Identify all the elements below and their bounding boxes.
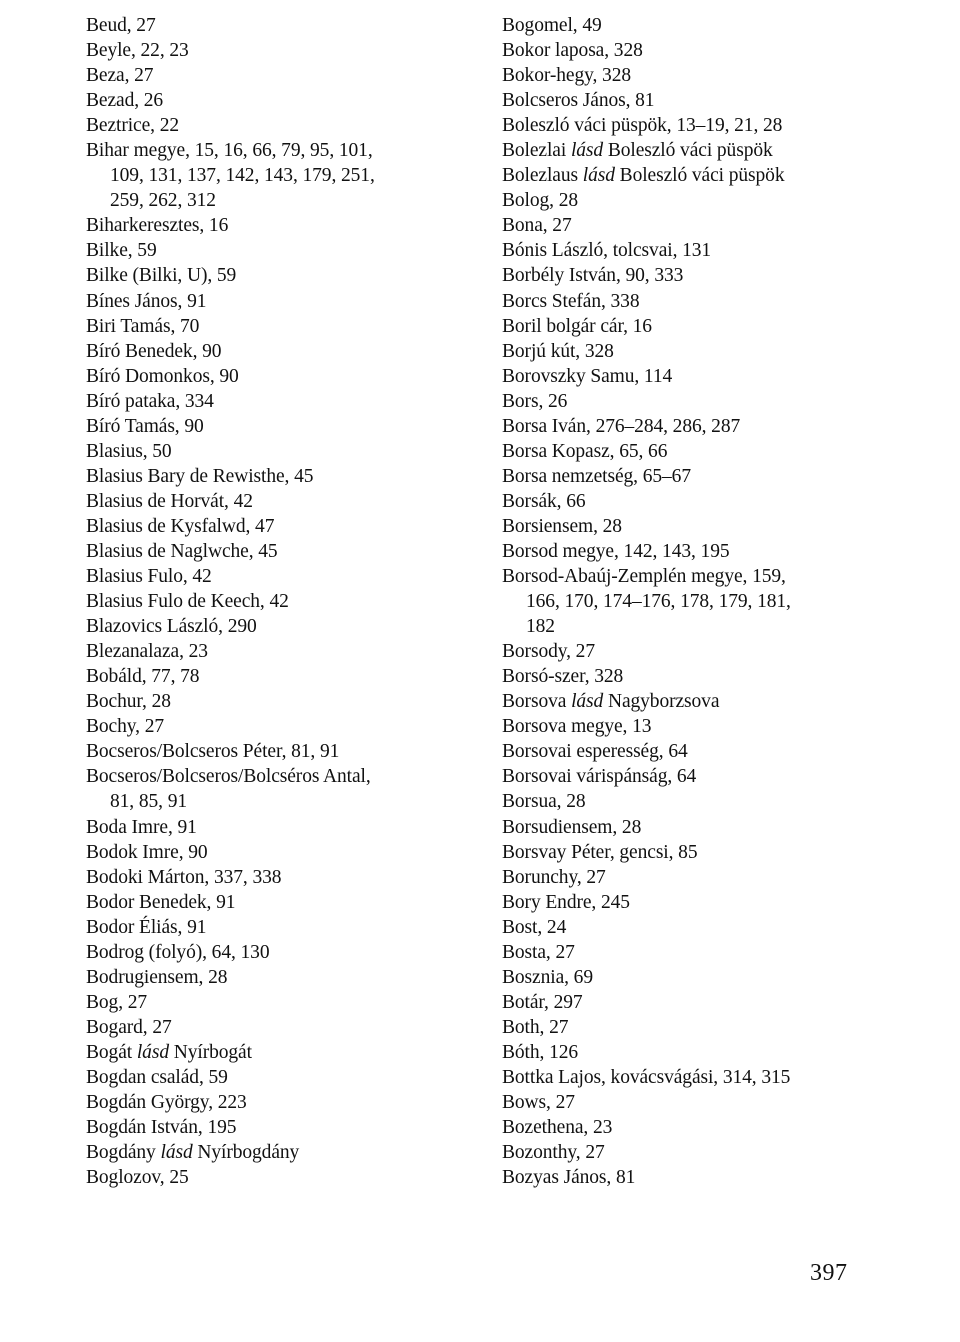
index-entry: Biri Tamás, 70 xyxy=(86,315,200,337)
index-entry xyxy=(502,163,942,188)
index-entry: Blasius de Horvát, 42 xyxy=(86,490,253,512)
index-entry: Borsova megye, 13 xyxy=(502,716,652,738)
index-entry: Boril bolgár cár, 16 xyxy=(502,315,652,337)
index-entry: Bezad, 26 xyxy=(86,90,164,112)
index-entry: Bory Endre, 245 xyxy=(502,891,630,913)
index-entry xyxy=(86,1140,486,1165)
index-entry: Borsod-Abaúj-Zemplén megye, 159, xyxy=(502,566,786,588)
index-entry: Bocseros/Bolcseros/Bolcséros Antal, xyxy=(86,766,371,788)
index-entry: Boda Imre, 91 xyxy=(86,816,197,838)
index-entry-continuation: 166, 170, 174–176, 178, 179, 181, xyxy=(526,591,791,613)
index-entry: Borsiensem, 28 xyxy=(502,515,622,537)
index-entry: Bolcseros János, 81 xyxy=(502,90,655,112)
index-entry: Bogomel, 49 xyxy=(502,15,602,36)
index-entry: Borsudiensem, 28 xyxy=(502,816,642,838)
index-entry: Blasius de Naglwche, 45 xyxy=(86,540,278,562)
index-entry: Bochur, 28 xyxy=(86,691,171,713)
index-entry: Borbély István, 90, 333 xyxy=(502,265,684,287)
entry-term: Borsova xyxy=(502,691,572,713)
index-entry: Bona, 27 xyxy=(502,215,572,237)
index-entry: Borovszky Samu, 114 xyxy=(502,365,673,387)
index-entry: Bost, 24 xyxy=(502,916,567,938)
index-entry: Borsó-szer, 328 xyxy=(502,666,624,688)
index-entry: Beza, 27 xyxy=(86,65,154,87)
index-entry: Boleszló váci püspök, 13–19, 21, 28 xyxy=(502,115,783,137)
index-entry: Borsod megye, 142, 143, 195 xyxy=(502,540,730,562)
index-entry: Bihar megye, 15, 16, 66, 79, 95, 101, xyxy=(86,140,373,162)
entry-target: Boleszló váci püspök xyxy=(603,140,773,162)
index-entry: Bodor Benedek, 91 xyxy=(86,891,236,913)
entry-term: Bolezlai xyxy=(502,140,571,162)
index-entry: Bodoki Márton, 337, 338 xyxy=(86,866,282,888)
see-reference: lásd xyxy=(571,691,604,713)
index-entry: Bíró Domonkos, 90 xyxy=(86,365,239,387)
index-entry: Bocseros/Bolcseros Péter, 81, 91 xyxy=(86,741,340,763)
index-entry: Borsa nemzetség, 65–67 xyxy=(502,465,691,487)
index-entry: Bilke (Bilki, U), 59 xyxy=(86,265,237,287)
see-reference: lásd xyxy=(582,165,615,187)
index-entry: Beztrice, 22 xyxy=(86,115,180,137)
index-entry: Bosznia, 69 xyxy=(502,966,593,988)
index-entry: Bolog, 28 xyxy=(502,190,579,212)
see-reference: lásd xyxy=(136,1041,169,1063)
index-entry xyxy=(502,689,942,714)
index-entry: Bogdan család, 59 xyxy=(86,1066,228,1088)
index-entry xyxy=(86,1040,486,1065)
index-entry: Borsody, 27 xyxy=(502,641,595,663)
index-entry: Bochy, 27 xyxy=(86,716,164,738)
index-entry: Bozethena, 23 xyxy=(502,1117,613,1139)
index-entry: Bóth, 126 xyxy=(502,1041,579,1063)
index-entry: Borjú kút, 328 xyxy=(502,340,614,362)
index-entry: Bodok Imre, 90 xyxy=(86,841,208,863)
index-entry: Borsvay Péter, gencsi, 85 xyxy=(502,841,698,863)
index-entry: Bozonthy, 27 xyxy=(502,1142,605,1164)
entry-term: Bolezlaus xyxy=(502,165,583,187)
index-entry: Blazovics László, 290 xyxy=(86,616,257,638)
index-entry: Biharkeresztes, 16 xyxy=(86,215,229,237)
index-entry: Botár, 297 xyxy=(502,991,583,1013)
index-entry: Bínes János, 91 xyxy=(86,290,207,312)
see-reference: lásd xyxy=(570,140,604,162)
index-entry: Bodrugiensem, 28 xyxy=(86,966,228,988)
index-entry-continuation: 182 xyxy=(526,616,555,638)
index-entry: Blezanalaza, 23 xyxy=(86,641,208,663)
index-entry: Bogdán István, 195 xyxy=(86,1117,237,1139)
entry-target: Nagyborzsova xyxy=(603,691,720,713)
entry-target: Nyírbogát xyxy=(168,1041,252,1063)
index-entry: Borsovai esperesség, 64 xyxy=(502,741,688,763)
index-entry: Bogard, 27 xyxy=(86,1016,172,1038)
index-entry: Bogdán György, 223 xyxy=(86,1092,247,1114)
index-entry: Blasius Fulo, 42 xyxy=(86,566,212,588)
index-entry: Boglozov, 25 xyxy=(86,1167,189,1189)
index-entry-continuation: 259, 262, 312 xyxy=(110,190,216,212)
index-column-right xyxy=(502,13,942,1190)
index-entry: Bobáld, 77, 78 xyxy=(86,666,200,688)
index-entry: Bottka Lajos, kovácsvágási, 314, 315 xyxy=(502,1066,791,1088)
index-entry xyxy=(502,138,942,163)
index-entry: Bog, 27 xyxy=(86,991,148,1013)
index-entry: Borsua, 28 xyxy=(502,791,586,813)
index-entry: Borsák, 66 xyxy=(502,490,586,512)
index-entry-continuation: 109, 131, 137, 142, 143, 179, 251, xyxy=(110,165,375,187)
index-entry: Borsa Kopasz, 65, 66 xyxy=(502,440,668,462)
index-entry: Bors, 26 xyxy=(502,390,568,412)
index-entry: Borsovai várispánság, 64 xyxy=(502,766,697,788)
index-entry: Bodrog (folyó), 64, 130 xyxy=(86,941,270,963)
index-entry: Blasius Fulo de Keech, 42 xyxy=(86,591,289,613)
index-entry: Bokor laposa, 328 xyxy=(502,40,643,62)
index-entry: Beyle, 22, 23 xyxy=(86,40,189,62)
index-entry: Bows, 27 xyxy=(502,1092,575,1114)
entry-term: Bogdány xyxy=(86,1142,161,1164)
index-entry: Bíró pataka, 334 xyxy=(86,390,214,412)
index-entry: Bilke, 59 xyxy=(86,240,157,262)
index-entry: Blasius Bary de Rewisthe, 45 xyxy=(86,465,314,487)
index-entry: Bokor-hegy, 328 xyxy=(502,65,631,87)
page-number: 397 xyxy=(810,1260,848,1286)
index-entry: Beud, 27 xyxy=(86,15,156,36)
index-entry: Bosta, 27 xyxy=(502,941,575,963)
index-entry: Borunchy, 27 xyxy=(502,866,606,888)
see-reference: lásd xyxy=(160,1142,193,1164)
index-entry: Both, 27 xyxy=(502,1016,569,1038)
index-entry: Bíró Tamás, 90 xyxy=(86,415,204,437)
index-entry: Bíró Benedek, 90 xyxy=(86,340,222,362)
index-entry-continuation: 81, 85, 91 xyxy=(110,791,188,813)
entry-target: Boleszló váci püspök xyxy=(614,165,785,187)
index-entry: Blasius, 50 xyxy=(86,440,172,462)
index-entry: Blasius de Kysfalwd, 47 xyxy=(86,515,275,537)
index-entry: Bodor Éliás, 91 xyxy=(86,916,207,938)
index-entry: Bozyas János, 81 xyxy=(502,1167,636,1189)
index-entry: Borsa Iván, 276–284, 286, 287 xyxy=(502,415,741,437)
index-entry: Bónis László, tolcsvai, 131 xyxy=(502,240,712,262)
index-column-left xyxy=(86,13,486,1190)
index-entry: Borcs Stefán, 338 xyxy=(502,290,640,312)
entry-term: Bogát xyxy=(86,1041,137,1063)
entry-target: Nyírbogdány xyxy=(192,1142,300,1164)
